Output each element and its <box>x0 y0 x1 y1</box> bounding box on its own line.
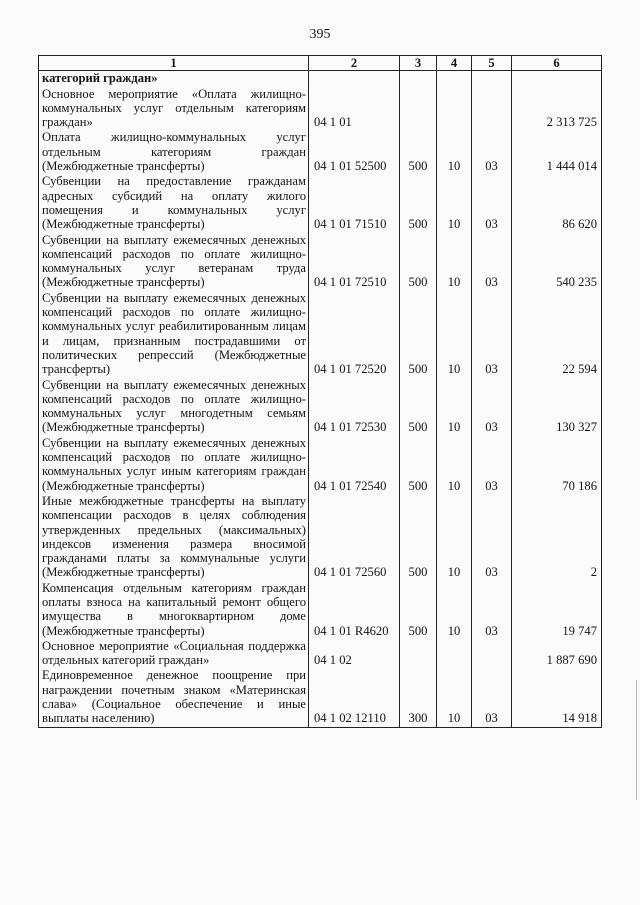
table-row <box>39 436 602 494</box>
row-section: 10 <box>437 494 472 581</box>
row-csr-code: 04 1 01 52500 <box>309 130 400 174</box>
row-section: 10 <box>437 436 472 494</box>
row-section <box>437 87 472 131</box>
row-csr-code: 04 1 01 72520 <box>309 291 400 378</box>
row-amount: 2 313 725 <box>512 87 602 131</box>
row-subsection <box>472 639 512 669</box>
row-name: Оплата жилищно-коммунальных услуг отдельным категориям граждан (Межбюджетные трансферты) <box>39 130 309 174</box>
table-row <box>39 639 602 669</box>
row-subsection: 03 <box>472 581 512 639</box>
row-csr-code: 04 1 02 12110 <box>309 668 400 727</box>
table-row <box>39 174 602 232</box>
row-expense-type: 300 <box>400 668 437 727</box>
row-section <box>437 639 472 669</box>
column-header-name: 1 <box>39 56 309 71</box>
row-name: Субвенции на выплату ежемесячных денежных компенсаций расходов по оплате жилищно-коммунальных услуг ветеранам труда (Межбюджетные трансферты) <box>39 233 309 291</box>
row-csr-code <box>309 71 400 87</box>
row-name: Субвенции на предоставление гражданам адресных субсидий на оплату жилого помещения и коммунальных услуг (Межбюджетные трансферты) <box>39 174 309 232</box>
row-subsection: 03 <box>472 130 512 174</box>
row-name: Компенсация отдельным категориям граждан оплаты взноса на капитальный ремонт общего имущества в многоквартирном доме (Межбюджетные трансферты) <box>39 581 309 639</box>
row-subsection: 03 <box>472 174 512 232</box>
row-section <box>437 71 472 87</box>
row-amount <box>512 71 602 87</box>
row-section: 10 <box>437 378 472 436</box>
row-csr-code: 04 1 01 <box>309 87 400 131</box>
table-row <box>39 87 602 131</box>
table-row <box>39 130 602 174</box>
table-row <box>39 291 602 378</box>
row-csr-code: 04 1 01 72510 <box>309 233 400 291</box>
row-expense-type: 500 <box>400 291 437 378</box>
row-section: 10 <box>437 174 472 232</box>
page-number: 395 <box>309 27 331 42</box>
row-expense-type: 500 <box>400 233 437 291</box>
header-row <box>39 56 602 71</box>
row-name: Основное мероприятие «Социальная поддержка отдельных категорий граждан» <box>39 639 309 669</box>
row-section: 10 <box>437 130 472 174</box>
row-section: 10 <box>437 233 472 291</box>
row-name: Единовременное денежное поощрение при награждении почетным знаком «Материнская слава» (Социальное обеспечение и иные выплаты населению) <box>39 668 309 727</box>
row-amount: 70 186 <box>512 436 602 494</box>
row-subsection <box>472 87 512 131</box>
row-name: Субвенции на выплату ежемесячных денежных компенсаций расходов по оплате жилищно-коммунальных услуг иным категориям граждан (Межбюджетные трансферты) <box>39 436 309 494</box>
row-csr-code: 04 1 01 R4620 <box>309 581 400 639</box>
table-row <box>39 494 602 581</box>
row-subsection: 03 <box>472 378 512 436</box>
row-csr-code: 04 1 01 71510 <box>309 174 400 232</box>
column-header-vr: 3 <box>400 56 437 71</box>
scan-edge-line <box>636 680 637 800</box>
row-expense-type: 500 <box>400 130 437 174</box>
row-amount: 14 918 <box>512 668 602 727</box>
budget-table <box>38 55 602 728</box>
row-subsection: 03 <box>472 436 512 494</box>
row-csr-code: 04 1 02 <box>309 639 400 669</box>
row-section: 10 <box>437 668 472 727</box>
row-subsection: 03 <box>472 291 512 378</box>
row-csr-code: 04 1 01 72530 <box>309 378 400 436</box>
row-name: Основное мероприятие «Оплата жилищно-коммунальных услуг отдельным категориям граждан» <box>39 87 309 131</box>
column-header-amount: 6 <box>512 56 602 71</box>
row-amount: 86 620 <box>512 174 602 232</box>
table-row <box>39 668 602 727</box>
row-section: 10 <box>437 581 472 639</box>
row-subsection: 03 <box>472 233 512 291</box>
row-subsection <box>472 71 512 87</box>
column-header-csr: 2 <box>309 56 400 71</box>
row-subsection: 03 <box>472 494 512 581</box>
row-amount: 130 327 <box>512 378 602 436</box>
row-name: Субвенции на выплату ежемесячных денежных компенсаций расходов по оплате жилищно-коммунальных услуг многодетным семьям (Межбюджетные трансферты) <box>39 378 309 436</box>
row-amount: 1 887 690 <box>512 639 602 669</box>
row-amount: 19 747 <box>512 581 602 639</box>
row-section: 10 <box>437 291 472 378</box>
row-expense-type: 500 <box>400 494 437 581</box>
table-row <box>39 71 602 87</box>
row-expense-type: 500 <box>400 174 437 232</box>
row-expense-type <box>400 71 437 87</box>
row-csr-code: 04 1 01 72540 <box>309 436 400 494</box>
row-csr-code: 04 1 01 72560 <box>309 494 400 581</box>
row-subsection: 03 <box>472 668 512 727</box>
row-name: категорий граждан» <box>39 71 309 87</box>
row-expense-type <box>400 639 437 669</box>
row-amount: 540 235 <box>512 233 602 291</box>
row-name: Субвенции на выплату ежемесячных денежных компенсаций расходов по оплате жилищно-коммунальных услуг реабилитированным лицам и лицам, признанным пострадавшими от политических репрессий (Межбюджетные трансферты) <box>39 291 309 378</box>
column-header-pr: 5 <box>472 56 512 71</box>
column-header-rz: 4 <box>437 56 472 71</box>
row-amount: 22 594 <box>512 291 602 378</box>
row-expense-type: 500 <box>400 436 437 494</box>
row-amount: 1 444 014 <box>512 130 602 174</box>
row-name: Иные межбюджетные трансферты на выплату компенсации расходов в целях соблюдения утвержденных предельных (максимальных) индексов изменения размера вносимой гражданами платы за коммунальные услуги (Межбюджетные трансферты) <box>39 494 309 581</box>
table-row <box>39 581 602 639</box>
row-expense-type: 500 <box>400 581 437 639</box>
row-expense-type <box>400 87 437 131</box>
row-amount: 2 <box>512 494 602 581</box>
table-row <box>39 233 602 291</box>
table-row <box>39 378 602 436</box>
row-expense-type: 500 <box>400 378 437 436</box>
